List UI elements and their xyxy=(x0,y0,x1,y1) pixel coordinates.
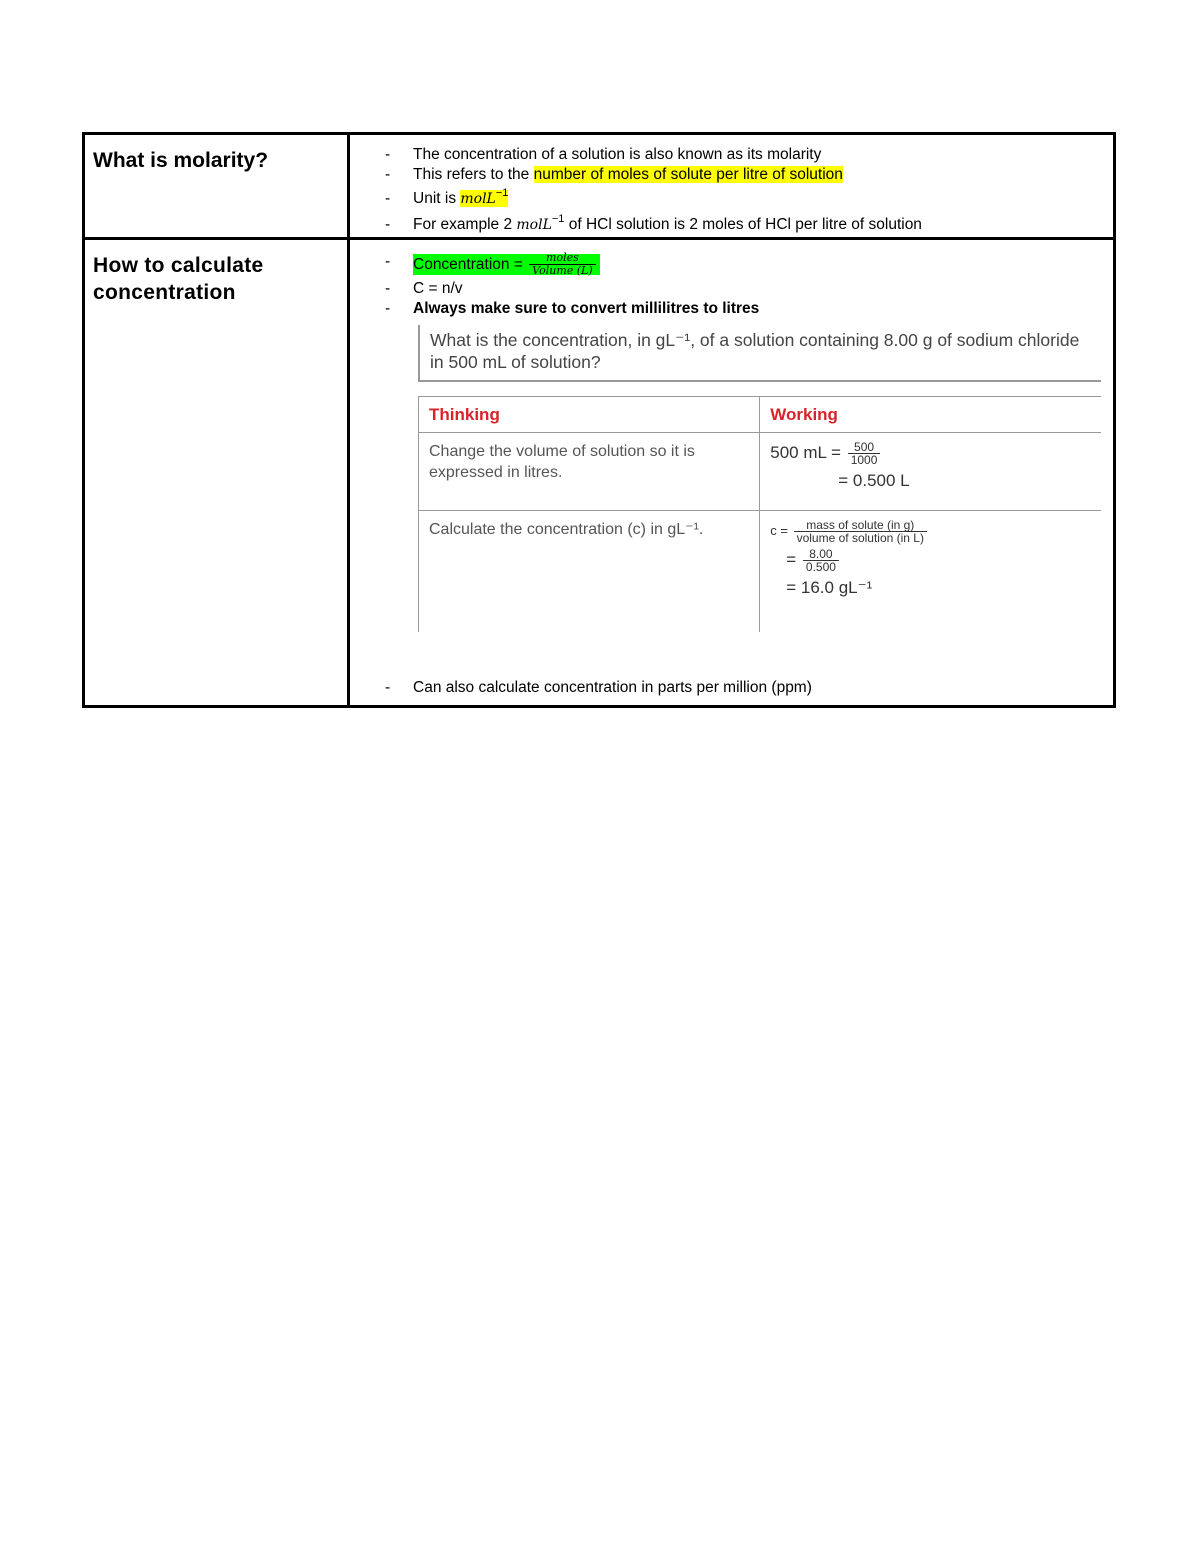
formula-fraction xyxy=(529,252,595,277)
list-item xyxy=(385,189,1113,209)
working-text: = xyxy=(786,549,801,569)
fraction-numerator: 8.00 xyxy=(803,548,839,561)
row-heading: What is molarity? xyxy=(93,149,269,172)
unit-text: molL xyxy=(460,191,496,207)
bullet-text: Always make sure to convert millilitres to litres xyxy=(413,300,760,317)
working-fraction xyxy=(803,548,839,573)
unit-exponent: −1 xyxy=(551,213,565,225)
working-line xyxy=(770,519,1091,544)
header-working: Working xyxy=(760,397,1101,433)
bullet-text: For example 2 xyxy=(413,216,517,233)
working-line xyxy=(770,548,1091,573)
example-table xyxy=(418,396,1101,632)
list-item: - Can also calculate concentration in parts per million (ppm) xyxy=(385,679,812,697)
table-row xyxy=(419,511,1102,633)
fraction-denominator: volume of solution (in L) xyxy=(796,531,924,545)
worked-example xyxy=(418,325,1101,632)
unit-exponent: −1 xyxy=(495,187,509,199)
row-heading-cell xyxy=(84,239,349,707)
step-thinking: Calculate the concentration (c) in gL⁻¹. xyxy=(419,511,760,633)
working-text: 500 mL = xyxy=(770,442,846,462)
working-text: c = xyxy=(770,522,792,538)
step-working xyxy=(760,511,1101,633)
working-line xyxy=(770,441,1091,466)
table-row xyxy=(84,239,1115,707)
table-row xyxy=(84,134,1115,239)
list-item xyxy=(385,252,1113,277)
unit-text: molL xyxy=(516,217,552,233)
row-content-cell xyxy=(349,239,1115,707)
fraction-denominator: Volume (L) xyxy=(532,264,593,277)
header-thinking: Thinking xyxy=(419,397,760,433)
list-item xyxy=(385,299,1113,319)
working-fraction xyxy=(848,441,881,466)
bullet-text: C = n/v xyxy=(413,280,463,297)
list-item xyxy=(385,165,1113,185)
fraction-denominator: 0.500 xyxy=(805,560,836,574)
row-heading: How to calculate concentration xyxy=(93,254,264,304)
example-question: What is the concentration, in gL⁻¹, of a solution containing 8.00 g of sodium chloride in 500 mL of solution? xyxy=(418,325,1101,382)
working-line: = 16.0 gL⁻¹ xyxy=(786,578,873,597)
list-item xyxy=(385,215,1113,235)
formula-label: Concentration = xyxy=(413,255,528,273)
notes-table xyxy=(82,132,1116,708)
working-line: = 0.500 L xyxy=(838,471,910,490)
bullet-text: Unit is xyxy=(413,190,461,207)
row-heading-cell xyxy=(84,134,349,239)
list-item xyxy=(385,145,1113,165)
step-thinking: Change the volume of solution so it is expressed in litres. xyxy=(419,433,760,511)
fraction-numerator: mass of solute (in g) xyxy=(794,519,927,532)
unit-highlight xyxy=(460,187,509,207)
fraction-numerator: 500 xyxy=(848,441,881,454)
bullet-text: The concentration of a solution is also known as its molarity xyxy=(413,146,822,163)
bullet-text: This refers to the xyxy=(413,166,534,183)
bullet-list xyxy=(350,240,1113,319)
table-row xyxy=(419,397,1102,433)
working-fraction xyxy=(794,519,927,544)
bullet-list xyxy=(350,135,1113,235)
fraction-numerator: moles xyxy=(529,252,595,265)
row-content-cell xyxy=(349,134,1115,239)
formula-highlight xyxy=(413,251,600,277)
fraction-denominator: 1000 xyxy=(850,453,878,467)
step-working xyxy=(760,433,1101,511)
table-row xyxy=(419,433,1102,511)
list-item xyxy=(385,279,1113,299)
bullet-text: of HCl solution is 2 moles of HCl per litre of solution xyxy=(564,216,922,233)
highlighted-text: number of moles of solute per litre of solution xyxy=(533,166,843,183)
